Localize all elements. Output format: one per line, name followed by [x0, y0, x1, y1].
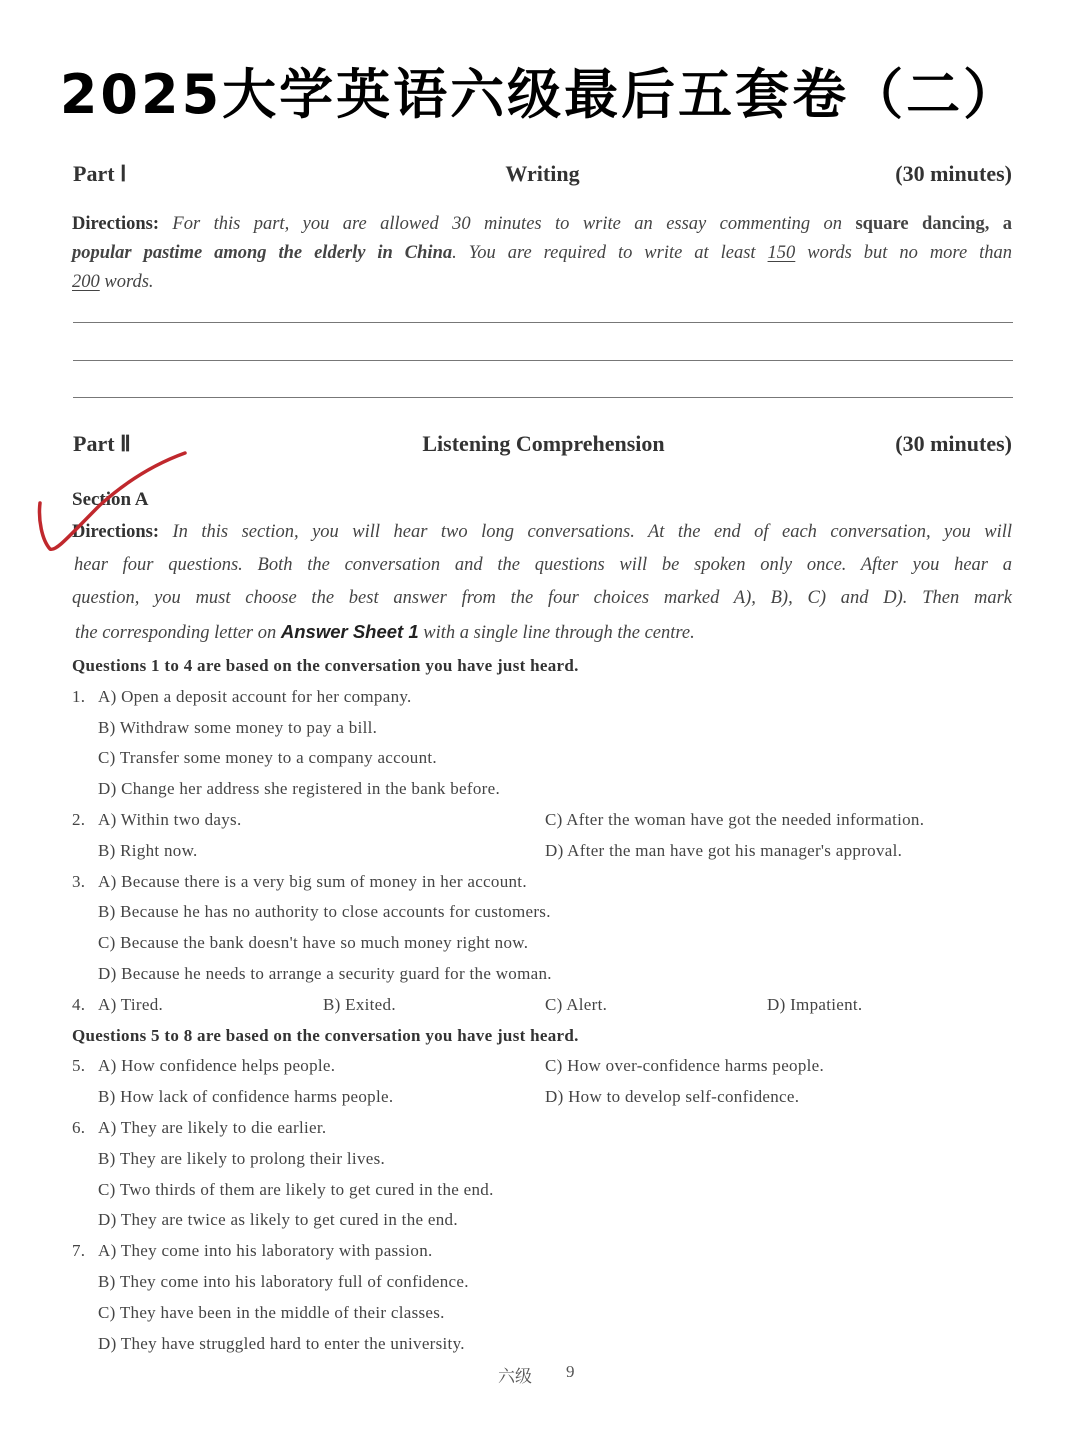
answer-option[interactable]: C) Two thirds of them are likely to get cured in the end. [98, 1179, 494, 1199]
question-number: 3. [72, 871, 86, 891]
question-number: 2. [72, 809, 86, 829]
section-title: Section A [72, 489, 149, 510]
answer-option[interactable]: D) They are twice as likely to get cured in the end. [98, 1210, 458, 1230]
question-group-header: Questions 1 to 4 are based on the conversation you have just heard. [72, 656, 579, 675]
answer-option[interactable]: A) How confidence helps people. [98, 1056, 336, 1076]
answer-option[interactable]: C) Transfer some money to a company account. [98, 748, 437, 768]
question-number: 5. [72, 1056, 86, 1076]
question-number: 4. [72, 994, 86, 1014]
answer-option[interactable]: B) Right now. [98, 840, 198, 860]
question-number: 6. [72, 1117, 86, 1137]
part2-time: (30 minutes) [895, 431, 1012, 456]
part1-label: Part Ⅰ [73, 161, 127, 186]
answer-option[interactable]: B) Exited. [323, 994, 396, 1014]
part2-name: Listening Comprehension [422, 431, 665, 456]
footer-page-number: 9 [566, 1362, 575, 1381]
part1-directions-line3: 200 words. [72, 272, 154, 292]
answer-option[interactable]: C) How over-confidence harms people. [545, 1056, 825, 1076]
question-number: 1. [72, 686, 86, 706]
part2-directions-line4: the corresponding letter on Answer Sheet 1 with a single line through the centre. [75, 621, 695, 643]
part1-name: Writing [505, 161, 580, 186]
answer-option[interactable]: A) Within two days. [98, 809, 242, 829]
answer-option[interactable]: B) They come into his laboratory full of confidence. [98, 1271, 469, 1291]
answer-option[interactable]: A) They are likely to die earlier. [98, 1117, 327, 1137]
answer-option[interactable]: A) Open a deposit account for her company. [98, 686, 412, 706]
answer-option[interactable]: A) Tired. [98, 994, 164, 1014]
answer-option[interactable]: C) They have been in the middle of their classes. [98, 1302, 445, 1322]
part1-time: (30 minutes) [895, 161, 1012, 186]
part2-directions-line1: Directions: In this section, you will hear two long conversations. At the end of each conversation, you will [72, 522, 1012, 542]
answer-option[interactable]: C) Because the bank doesn't have so much money right now. [98, 933, 529, 953]
answer-option[interactable]: D) Because he needs to arrange a security guard for the woman. [98, 963, 552, 983]
footer-level: 六级 [498, 1367, 532, 1386]
answer-option[interactable]: A) Because there is a very big sum of money in her account. [98, 871, 527, 891]
part2-label: Part Ⅱ [73, 431, 131, 456]
page-title: 2025大学英语六级最后五套卷（二） [59, 63, 1021, 126]
part1-directions-line2: popular pastime among the elderly in China. You are required to write at least 150 words but no more than [72, 243, 1013, 263]
answer-option[interactable]: B) How lack of confidence harms people. [98, 1087, 394, 1107]
answer-option[interactable]: B) Because he has no authority to close accounts for customers. [98, 902, 551, 922]
part2-directions-line3: question, you must choose the best answer from the four choices marked A), B), C) and D). Then mark [72, 588, 1012, 608]
answer-option[interactable]: D) Impatient. [767, 994, 863, 1014]
answer-option[interactable]: D) Change her address she registered in the bank before. [98, 779, 500, 799]
question-number: 7. [72, 1241, 86, 1261]
answer-option[interactable]: D) How to develop self-confidence. [545, 1087, 800, 1107]
answer-option[interactable]: D) They have struggled hard to enter the university. [98, 1333, 465, 1353]
answer-option[interactable]: A) They come into his laboratory with passion. [98, 1241, 433, 1261]
answer-option[interactable]: B) They are likely to prolong their lives. [98, 1148, 386, 1168]
answer-option[interactable]: D) After the man have got his manager's approval. [545, 840, 903, 860]
part1-directions-line1: Directions: For this part, you are allowed 30 minutes to write an essay commenting on square dancing, a [72, 214, 1012, 234]
question-group-header: Questions 5 to 8 are based on the conversation you have just heard. [72, 1025, 579, 1045]
answer-option[interactable]: C) After the woman have got the needed information. [545, 809, 925, 829]
part2-directions-line2: hear four questions. Both the conversation and the questions will be spoken only once. After you hear a [74, 555, 1012, 575]
answer-option[interactable]: C) Alert. [545, 994, 608, 1014]
answer-option[interactable]: B) Withdraw some money to pay a bill. [98, 717, 378, 737]
